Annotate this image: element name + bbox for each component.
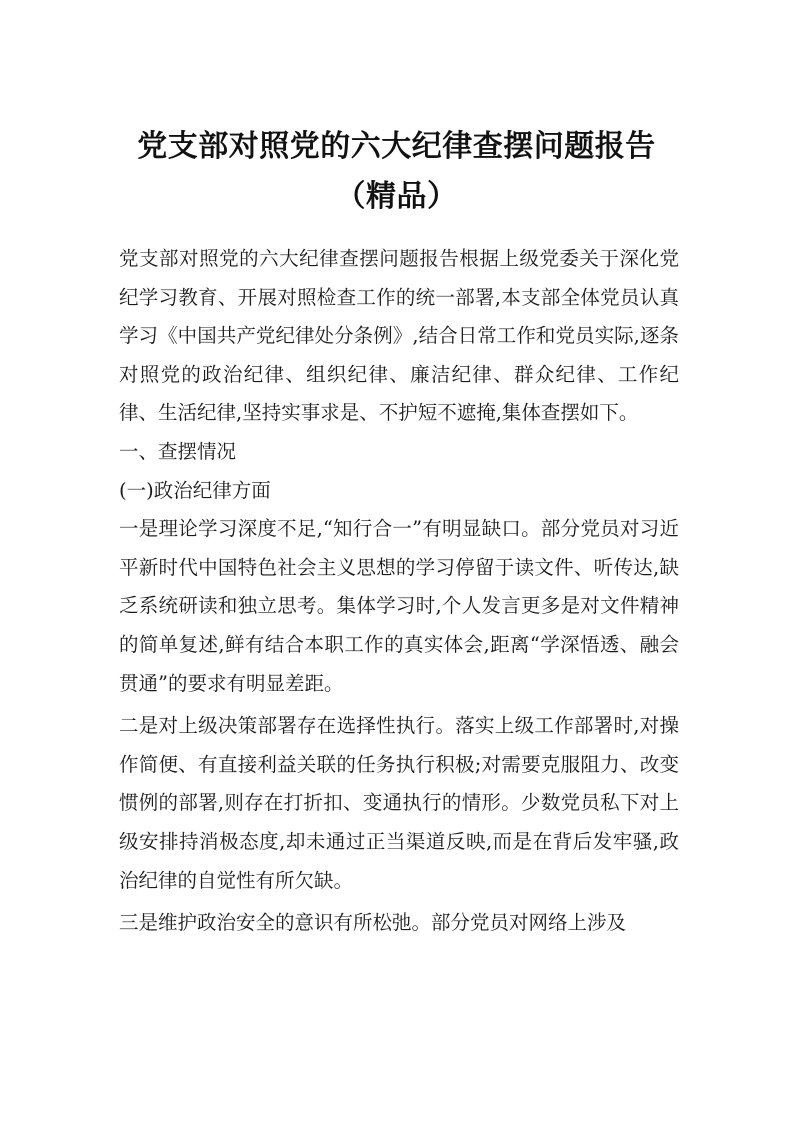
subsection-heading-1: (一)政治纪律方面 [119, 478, 271, 502]
document-title: 党支部对照党的六大纪律查摆问题报告（精品） [137, 129, 656, 214]
intro-paragraph: 党支部对照党的六大纪律查摆问题报告根据上级党委关于深化党纪学习教育、开展对照检查工作的统一部署,本支部全体党员认真学习《中国共产党纪律处分条例》,结合日常工作和党员实际,逐条对照党的政治纪律、组织纪律、廉洁纪律、群众纪律、工作纪律、生活纪律,坚持实事求是、不护短不遮掩,集体查摆如下。 [119, 247, 679, 425]
body-paragraph-3: 三是维护政治安全的意识有所松弛。部分党员对网络上涉及 [119, 911, 627, 935]
body-paragraph-1: 一是理论学习深度不足,“知行合一”有明显缺口。部分党员对习近平新时代中国特色社会主义思想的学习停留于读文件、听传达,缺乏系统研读和独立思考。集体学习时,个人发言更多是对文件精神的简单复述,鲜有结合本职工作的真实体会,距离“学深悟透、融会贯通”的要求有明显差距。 [119, 517, 679, 695]
document-body [119, 240, 679, 943]
section-heading-1: 一、查摆情况 [119, 439, 237, 463]
body-paragraph-2: 二是对上级决策部署存在选择性执行。落实上级工作部署时,对操作简便、有直接利益关联的任务执行积极;对需要克服阻力、改变惯例的部署,则存在打折扣、变通执行的情形。少数党员私下对上级安排持消极态度,却未通过正当渠道反映,而是在背后发牢骚,政治纪律的自觉性有所欠缺。 [119, 714, 679, 892]
